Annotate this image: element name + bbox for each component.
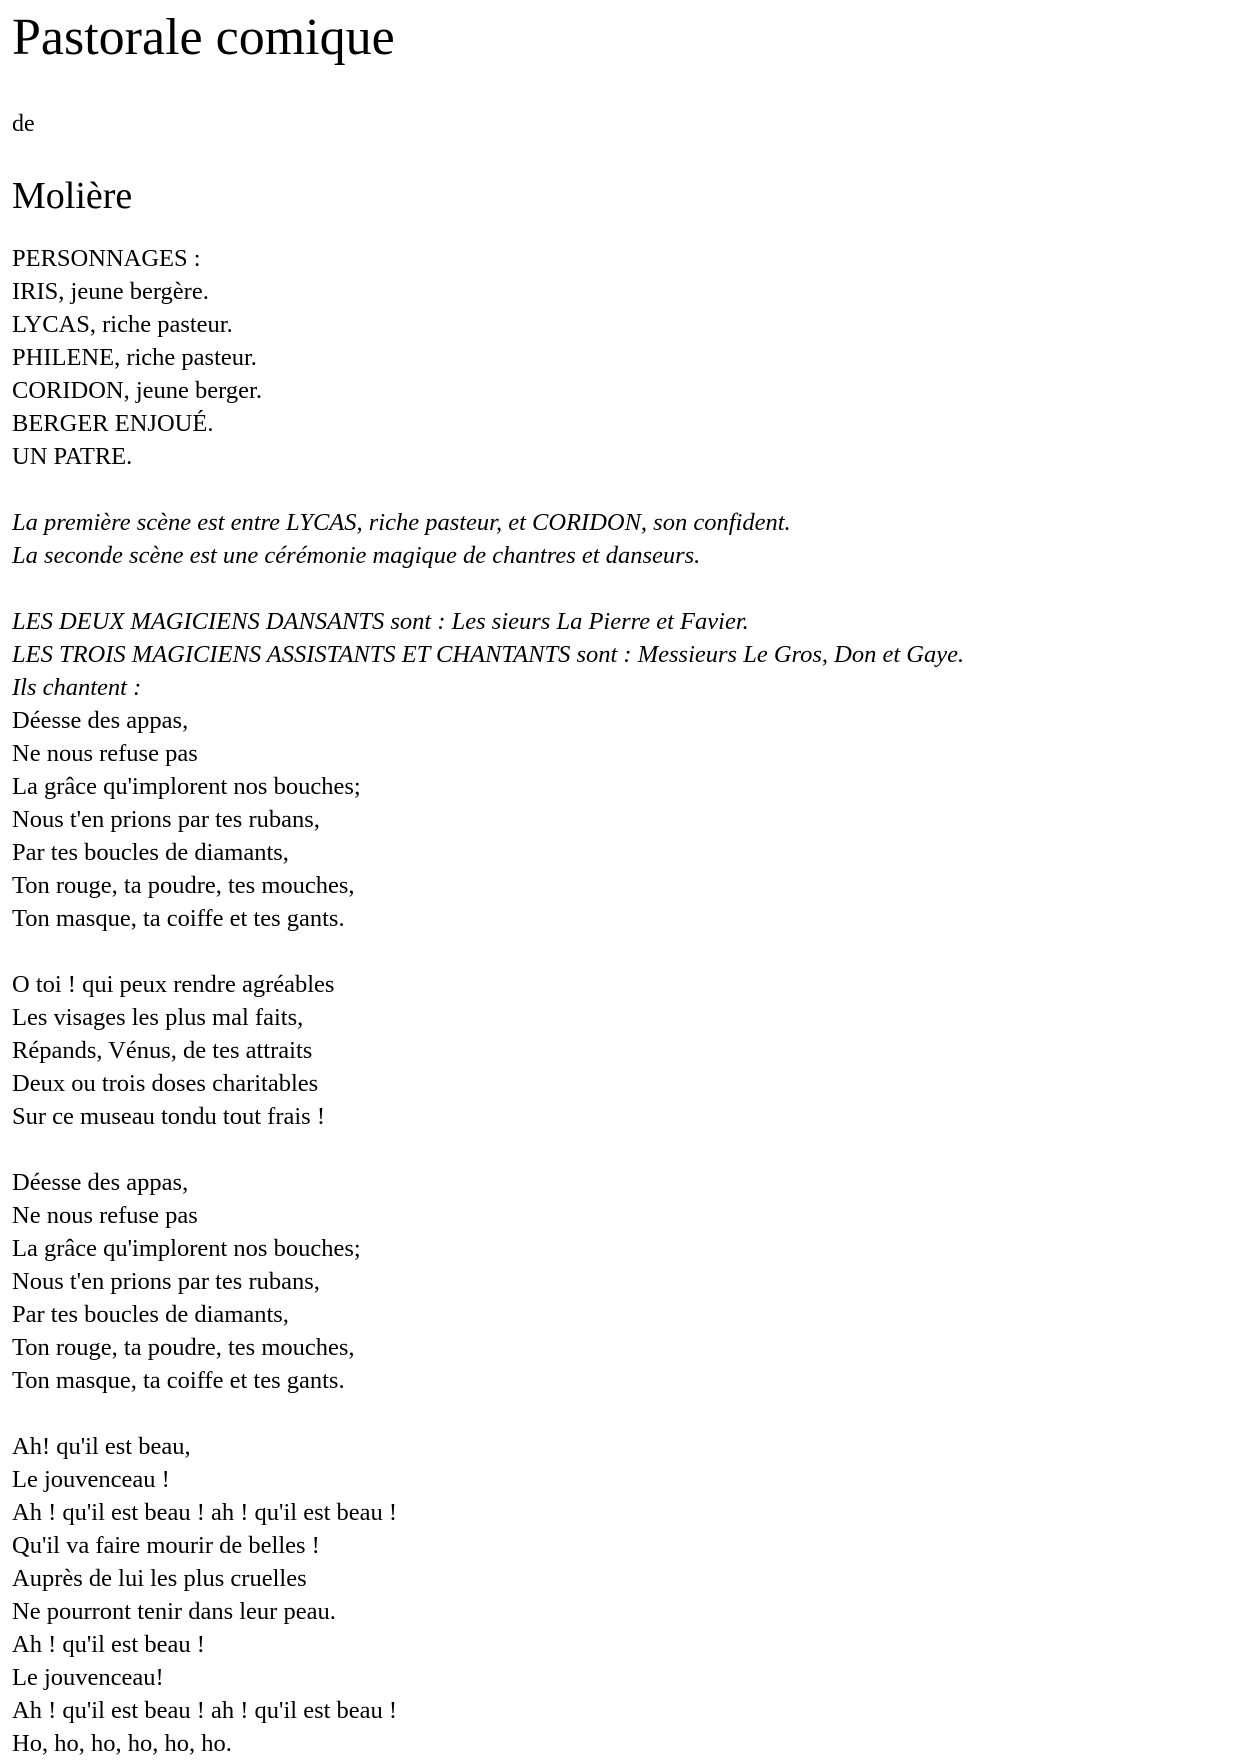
byline-de: de — [12, 111, 35, 137]
cast-character: LYCAS, riche pasteur. — [12, 311, 233, 338]
spacer — [12, 1133, 1240, 1166]
performers-list — [12, 605, 1240, 704]
verse-line: La grâce qu'implorent nos bouches; — [12, 773, 361, 800]
verse-line: Déesse des appas, — [12, 1169, 189, 1196]
spacer — [12, 473, 1240, 506]
stage-note: La seconde scène est une cérémonie magique de chantres et danseurs. — [12, 542, 701, 569]
verse-line: Le jouvenceau! — [12, 1664, 164, 1691]
verse-line: Ah ! qu'il est beau ! — [12, 1631, 205, 1658]
verse-line: Ton masque, ta coiffe et tes gants. — [12, 905, 345, 932]
verse-line: Par tes boucles de diamants, — [12, 839, 289, 866]
performer-line: LES DEUX MAGICIENS DANSANTS sont : Les sieurs La Pierre et Favier. — [12, 608, 749, 635]
verse-line: Deux ou trois doses charitables — [12, 1070, 319, 1097]
stanza — [12, 968, 1240, 1133]
verse-line: Ne nous refuse pas — [12, 1202, 198, 1229]
stanza — [12, 704, 1240, 935]
verse-line: Ton masque, ta coiffe et tes gants. — [12, 1367, 345, 1394]
verse-line: O toi ! qui peux rendre agréables — [12, 971, 335, 998]
author-name: Molière — [12, 175, 133, 217]
cast-heading: PERSONNAGES : — [12, 245, 201, 272]
verse-line: Ne nous refuse pas — [12, 740, 198, 767]
play-title: Pastorale comique — [12, 9, 395, 66]
cast-character: UN PATRE. — [12, 443, 133, 470]
spacer — [12, 1397, 1240, 1430]
verse-line: Ah ! qu'il est beau ! ah ! qu'il est beau ! — [12, 1697, 398, 1724]
verse-line: Déesse des appas, — [12, 707, 189, 734]
verse-line: Ne pourront tenir dans leur peau. — [12, 1598, 336, 1625]
verse-line: Nous t'en prions par tes rubans, — [12, 1268, 320, 1295]
cast-character: BERGER ENJOUÉ. — [12, 410, 214, 437]
performer-line: LES TROIS MAGICIENS ASSISTANTS ET CHANTANTS sont : Messieurs Le Gros, Don et Gaye. — [12, 641, 965, 668]
verse-line: Ah ! qu'il est beau ! ah ! qu'il est beau ! — [12, 1499, 398, 1526]
stanza — [12, 1166, 1240, 1397]
verse-line: Ton rouge, ta poudre, tes mouches, — [12, 872, 355, 899]
verse-line: Ho, ho, ho, ho, ho, ho. — [12, 1730, 232, 1757]
verse-line: Le jouvenceau ! — [12, 1466, 170, 1493]
verse-line: Les visages les plus mal faits, — [12, 1004, 304, 1031]
cast-list — [12, 242, 1240, 473]
verse-line: Sur ce museau tondu tout frais ! — [12, 1103, 325, 1130]
verse-line: Auprès de lui les plus cruelles — [12, 1565, 307, 1592]
verse-line: Par tes boucles de diamants, — [12, 1301, 289, 1328]
cast-character: CORIDON, jeune berger. — [12, 377, 262, 404]
verse-line: La grâce qu'implorent nos bouches; — [12, 1235, 361, 1262]
spacer — [12, 572, 1240, 605]
verse-line: Nous t'en prions par tes rubans, — [12, 806, 320, 833]
spacer — [12, 935, 1240, 968]
verse-line: Répands, Vénus, de tes attraits — [12, 1037, 313, 1064]
cast-character: PHILENE, riche pasteur. — [12, 344, 257, 371]
verse-line: Ton rouge, ta poudre, tes mouches, — [12, 1334, 355, 1361]
performer-line: Ils chantent : — [12, 674, 142, 701]
verse-line: Ah! qu'il est beau, — [12, 1433, 191, 1460]
stanza — [12, 1430, 1240, 1760]
cast-character: IRIS, jeune bergère. — [12, 278, 209, 305]
stage-note: La première scène est entre LYCAS, riche pasteur, et CORIDON, son confident. — [12, 509, 791, 536]
verse-line: Qu'il va faire mourir de belles ! — [12, 1532, 320, 1559]
stage-notes — [12, 506, 1240, 572]
